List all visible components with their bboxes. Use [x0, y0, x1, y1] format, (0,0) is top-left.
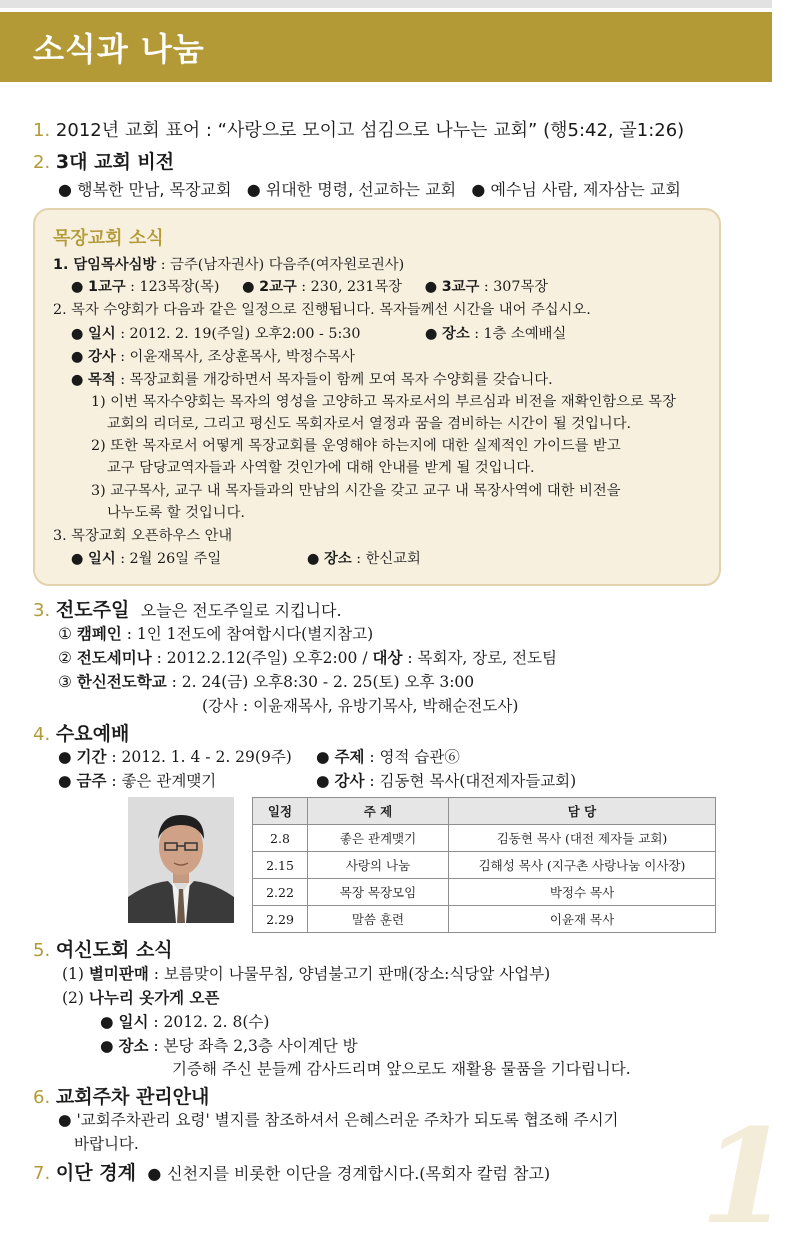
bullet-icon: ●: [147, 1164, 162, 1183]
section-text: 신천지를 비롯한 이단을 경계합시다.(목회자 칼럼 참고): [167, 1164, 551, 1183]
value: : 1인 1전도에 참여합시다(별지참고): [121, 625, 374, 643]
wednesday-this-week: [58, 769, 216, 791]
label: 장소: [118, 1037, 149, 1055]
bullet-icon: ●: [58, 180, 72, 199]
value: : 목장교회를 개강하면서 목자들이 함께 모여 목자 수양회를 갖습니다.: [115, 372, 553, 388]
bullet-icon: ●: [58, 772, 72, 790]
section-title: 3대 교회 비전: [55, 151, 175, 173]
openhouse-line: 3. 목장교회 오픈하우스 안내: [53, 528, 233, 544]
table-cell: 사랑의 나눔: [308, 852, 449, 879]
item-number: 4.: [33, 724, 51, 745]
mokjang-news-box: [33, 208, 721, 586]
value: : 2월 26일 주일: [115, 551, 222, 567]
label: 나누리 옷가게 오픈: [88, 989, 220, 1007]
table-cell: 좋은 관계맺기: [308, 825, 449, 852]
column-header: 담 당: [449, 798, 716, 825]
table-cell: 2.22: [253, 879, 308, 906]
table-header-row: [253, 798, 716, 825]
vision-item: 행복한 만남, 목장교회: [77, 180, 232, 199]
bullet-icon: ●: [71, 349, 84, 365]
label: 별미판매: [88, 965, 149, 983]
column-header: 주 제: [308, 798, 449, 825]
purpose-note-3a: 3) 교구목사, 교구 내 목자들과의 만남의 시간을 갖고 교구 내 목장사역에 대한 비전을: [91, 483, 621, 499]
value: : 123목장(목): [125, 279, 220, 295]
evangelism-line-2: [58, 646, 557, 668]
schedule-table: [252, 797, 716, 933]
table-cell: 김동현 목사 (대전 제자들 교회): [449, 825, 716, 852]
wednesday-speaker: [316, 769, 576, 791]
table-row: [253, 879, 716, 906]
retreat-date: [71, 323, 361, 343]
parking-line-1: [58, 1108, 619, 1130]
value: : 본당 좌측 2,3층 사이계단 방: [148, 1037, 358, 1055]
value: : 2. 24(금) 오후8:30 - 2. 25(토) 오후 3:00: [166, 673, 475, 691]
women-date: [100, 1010, 269, 1032]
label: 금주: [76, 772, 107, 790]
bullet-icon: ●: [71, 279, 84, 295]
item-number: 1.: [33, 120, 51, 141]
section-title: 교회주차 관리안내: [55, 1086, 210, 1108]
table-cell: 말씀 훈련: [308, 906, 449, 933]
retreat-line: 2. 목자 수양회가 다음과 같은 일정으로 진행됩니다. 목자들께선 시간을 내어 주십시오.: [53, 302, 591, 318]
bullet-icon: ●: [246, 180, 261, 199]
value: : 김동현 목사(대전제자들교회): [364, 772, 577, 790]
visit-line: [53, 254, 404, 274]
table-cell: 박정수 목사: [449, 879, 716, 906]
page-number: 1: [700, 1100, 790, 1253]
evangelism-line-1: [58, 622, 373, 644]
value: : 1층 소예배실: [469, 326, 567, 342]
purpose-note-1b: 교회의 리더로, 그리고 평신도 목회자로서 열정과 꿈을 겸비하는 시간이 될 것입니다.: [107, 416, 632, 432]
table-row: [253, 852, 716, 879]
label: 대상: [372, 649, 403, 667]
bullet-icon: ●: [71, 326, 84, 342]
label: 일시: [88, 326, 116, 342]
table-row: [253, 906, 716, 933]
value: : 보름맞이 나물무침, 양념불고기 판매(장소:식당앞 사업부): [148, 965, 551, 983]
women-place: [100, 1034, 358, 1056]
table-cell: 김해성 목사 (지구촌 사랑나눔 이사장): [449, 852, 716, 879]
value: : 2012. 2. 19(주일) 오후2:00 - 5:30: [115, 326, 361, 342]
top-rule: [0, 0, 772, 8]
table-cell: 2.8: [253, 825, 308, 852]
vision-heading: [33, 147, 174, 174]
label: 주제: [334, 748, 365, 766]
women-line-1: [62, 962, 550, 984]
label: 기간: [76, 748, 107, 766]
section-title: 전도주일: [55, 599, 130, 621]
label: 일시: [88, 551, 116, 567]
vision-list: [58, 177, 681, 200]
evangelism-heading: [33, 595, 342, 622]
item-number: 7.: [33, 1163, 51, 1184]
label: 강사: [334, 772, 365, 790]
evangelism-line-3: [58, 670, 474, 692]
heresy-heading: [33, 1158, 550, 1185]
label: 한신전도학교: [76, 673, 167, 691]
value: : 목회자, 장로, 전도팀: [402, 649, 558, 667]
bullet-icon: ●: [316, 772, 330, 790]
item-number: 3.: [33, 600, 51, 621]
bullet-icon: ●: [71, 551, 84, 567]
value: '교회주차관리 요령' 별지를 참조하셔서 은혜스러운 주차가 되도록 협조해 주시기: [76, 1111, 619, 1129]
purpose-note-1a: 1) 이번 목자수양회는 목자의 영성을 고양하고 목자로서의 부르심과 비전을 재확인함으로 목장: [91, 394, 676, 410]
retreat-place: [425, 323, 566, 343]
section-title: 이단 경계: [55, 1162, 136, 1184]
list-mark: ③: [58, 673, 72, 691]
purpose-note-2a: 2) 또한 목자로서 어떻게 목장교회를 운영해야 하는지에 대한 실제적인 가이드를 받고: [91, 438, 621, 454]
label: 2교구: [259, 279, 297, 295]
bullet-icon: ●: [424, 279, 438, 295]
list-mark: (1): [62, 965, 84, 983]
bullet-icon: ●: [71, 372, 84, 388]
table-cell: 이윤재 목사: [449, 906, 716, 933]
bullet-icon: ●: [100, 1013, 114, 1031]
list-mark: ①: [58, 625, 72, 643]
value: : 영적 습관⑥: [364, 748, 460, 766]
bullet-icon: ●: [425, 326, 438, 342]
bullet-icon: ●: [100, 1037, 114, 1055]
label: 전도세미나: [76, 649, 152, 667]
label: 1교구: [88, 279, 126, 295]
section-title: 여신도회 소식: [55, 939, 173, 961]
value: : 2012.2.12(주일) 오후2:00 /: [151, 649, 373, 667]
portrait-image: [128, 797, 234, 923]
bullet-icon: ●: [58, 748, 72, 766]
label: 목적: [88, 372, 116, 388]
value: : 2012. 2. 8(수): [148, 1013, 270, 1031]
section-intro: 오늘은 전도주일로 지킵니다.: [140, 601, 342, 620]
parking-line-2: 바랍니다.: [74, 1135, 139, 1153]
list-mark: ②: [58, 649, 72, 667]
district-line: [71, 276, 548, 296]
section-title: 수요예배: [55, 723, 130, 745]
women-line-2: [62, 986, 219, 1008]
women-heading: [33, 935, 173, 962]
label: 1. 담임목사심방: [53, 257, 157, 273]
label: 장소: [324, 551, 352, 567]
wednesday-period: [58, 745, 292, 767]
label: 장소: [442, 326, 470, 342]
motto-line: [33, 116, 684, 142]
label: 강사: [88, 349, 116, 365]
bullet-icon: ●: [316, 748, 330, 766]
item-number: 2.: [33, 152, 51, 173]
label: 일시: [118, 1013, 149, 1031]
wednesday-heading: [33, 719, 129, 746]
bullet-icon: ●: [58, 1111, 72, 1129]
women-note: 기증해 주신 분들께 감사드리며 앞으로도 재활용 물품을 기다립니다.: [172, 1060, 631, 1078]
vision-item: 위대한 명령, 선교하는 교회: [265, 180, 457, 199]
value: : 한신교회: [351, 551, 421, 567]
box-title: 목장교회 소식: [53, 228, 164, 249]
openhouse-date: [71, 548, 221, 568]
openhouse-place: [307, 548, 421, 568]
retreat-purpose: [71, 369, 553, 389]
motto-text: 2012년 교회 표어 : “사랑으로 모이고 섬김으로 나누는 교회” (행5:42, 골1:26): [55, 120, 685, 141]
value: : 이윤재목사, 조상훈목사, 박정수목사: [115, 349, 355, 365]
table-cell: 2.29: [253, 906, 308, 933]
table-cell: 목장 목장모임: [308, 879, 449, 906]
evangelism-speakers: (강사 : 이윤재목사, 유방기목사, 박해순전도사): [202, 697, 519, 715]
bullet-icon: ●: [307, 551, 320, 567]
value: : 307목장: [479, 279, 549, 295]
bullet-icon: ●: [242, 279, 255, 295]
wednesday-theme: [316, 745, 460, 767]
value: : 금주(남자권사) 다음주(여자원로권사): [156, 257, 405, 273]
parking-heading: [33, 1082, 209, 1109]
table-cell: 2.15: [253, 852, 308, 879]
label: 3교구: [441, 279, 480, 295]
purpose-note-2b: 교구 담당교역자들과 사역할 것인가에 대해 안내를 받게 될 것입니다.: [107, 460, 535, 476]
page-title: 소식과 나눔: [33, 30, 205, 68]
speaker-photo: [128, 797, 234, 923]
bullet-icon: ●: [471, 180, 486, 199]
item-number: 5.: [33, 940, 51, 961]
table-row: [253, 825, 716, 852]
value: : 230, 231목장: [296, 279, 402, 295]
value: : 2012. 1. 4 - 2. 29(9주): [106, 748, 292, 766]
retreat-speakers: [71, 346, 355, 366]
column-header: 일정: [253, 798, 308, 825]
label: 캠페인: [76, 625, 122, 643]
purpose-note-3b: 나누도록 할 것입니다.: [107, 505, 245, 521]
vision-item: 예수님 사람, 제자삼는 교회: [490, 180, 681, 199]
section-header: [0, 12, 772, 82]
item-number: 6.: [33, 1087, 51, 1108]
value: : 좋은 관계맺기: [106, 772, 217, 790]
list-mark: (2): [62, 989, 84, 1007]
